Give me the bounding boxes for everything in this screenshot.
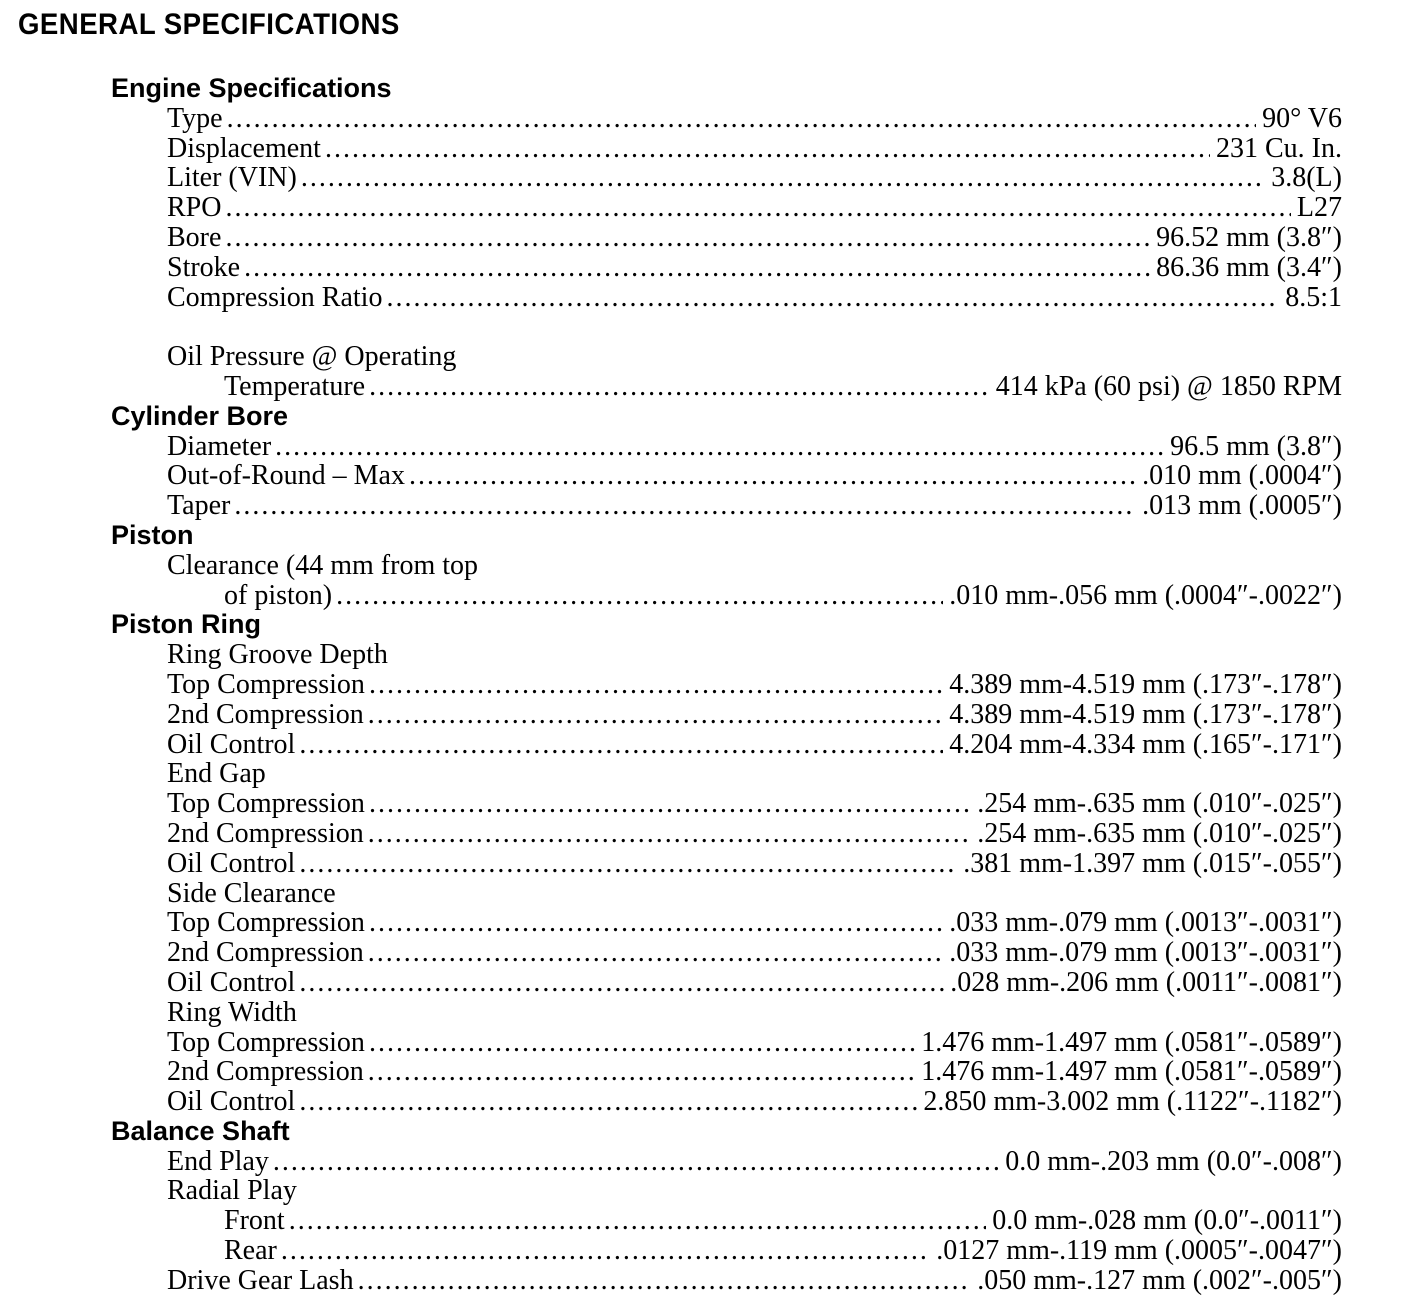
dot-leader: [368, 938, 943, 968]
spec-row-end-play: [0, 1147, 1408, 1177]
spec-value: 414 kPa (60 psi) @ 1850 RPM: [995, 370, 1342, 402]
spec-label: Top Compression: [167, 668, 365, 700]
spec-label-oil-pressure: Oil Pressure @ Operating: [167, 341, 457, 373]
page-title: GENERAL SPECIFICATIONS: [18, 8, 400, 41]
spec-row-width-oil: [0, 1087, 1408, 1117]
dot-leader: [244, 253, 1150, 283]
spec-label: 2nd Compression: [167, 817, 364, 849]
spec-value: 1.476 mm-1.497 mm (.0581″-.0589″): [921, 1026, 1342, 1058]
spec-row-width-top: [0, 1028, 1408, 1058]
spec-row-liter: [0, 163, 1408, 193]
spec-list: [0, 74, 1408, 1296]
spec-row-side-top: [0, 908, 1408, 938]
dot-leader: [227, 104, 1257, 134]
spec-row-displacement: [0, 134, 1408, 164]
spec-label: Displacement: [167, 132, 321, 164]
spec-row-side-oil: [0, 968, 1408, 998]
spec-value: 4.389 mm-4.519 mm (.173″-.178″): [949, 668, 1342, 700]
spec-row-taper: [0, 491, 1408, 521]
spec-row-clearance: [0, 581, 1408, 611]
spec-row-side-second: [0, 938, 1408, 968]
spec-label: End Play: [167, 1145, 269, 1177]
spec-label: Top Compression: [167, 907, 365, 939]
dot-leader: [299, 968, 944, 998]
spec-value: 0.0 mm-.028 mm (0.0″-.0011″): [992, 1205, 1342, 1237]
spec-value: .010 mm (.0004″): [1142, 460, 1342, 492]
spec-value: 4.389 mm-4.519 mm (.173″-.178″): [949, 698, 1342, 730]
spec-label: Liter (VIN): [167, 162, 297, 194]
dot-leader: [273, 1147, 999, 1177]
spec-row-stroke: [0, 253, 1408, 283]
dot-leader: [299, 1087, 917, 1117]
spec-label: Temperature: [224, 370, 366, 402]
dot-leader: [301, 163, 1265, 193]
dot-leader: [409, 461, 1136, 491]
dot-leader: [358, 1266, 972, 1296]
spec-row-type: [0, 104, 1408, 134]
dot-leader: [369, 789, 971, 819]
spec-value: .050 mm-.127 mm (.002″-.005″): [977, 1264, 1342, 1296]
spec-label: 2nd Compression: [167, 698, 364, 730]
dot-leader: [369, 372, 990, 402]
dot-leader: [369, 908, 943, 938]
spec-value: .013 mm (.0005″): [1142, 490, 1342, 522]
dot-leader: [368, 1057, 915, 1087]
spec-value: .028 mm-.206 mm (.0011″-.0081″): [950, 966, 1342, 998]
spec-row-drive-gear-lash: [0, 1266, 1408, 1296]
spec-value: 3.8(L): [1271, 162, 1342, 194]
spec-label: Out-of-Round – Max: [167, 460, 405, 492]
dot-leader: [368, 819, 971, 849]
spec-label: Bore: [167, 221, 222, 253]
spec-row-compression-ratio: [0, 283, 1408, 313]
spec-value: .254 mm-.635 mm (.010″-.025″): [977, 817, 1342, 849]
spec-value: .033 mm-.079 mm (.0013″-.0031″): [949, 907, 1342, 939]
spec-value: 2.850 mm-3.002 mm (.1122″-.1182″): [923, 1086, 1342, 1118]
subheading-side-clearance: Side Clearance: [167, 877, 336, 909]
spec-label-clearance: Clearance (44 mm from top: [167, 549, 479, 581]
spec-value: 96.52 mm (3.8″): [1156, 221, 1342, 253]
section-heading-piston-ring: Piston Ring: [111, 609, 261, 640]
spec-row-out-of-round: [0, 461, 1408, 491]
blank-spacer: [0, 312, 1408, 342]
subheading-end-gap: End Gap: [167, 758, 266, 790]
spec-label: Compression Ratio: [167, 281, 383, 313]
spec-value: 8.5:1: [1285, 281, 1342, 313]
subheading-ring-width: Ring Width: [167, 996, 297, 1028]
dot-leader: [299, 849, 957, 879]
dot-leader: [369, 670, 943, 700]
spec-label: Rear: [224, 1235, 277, 1267]
section-heading-piston: Piston: [111, 519, 194, 550]
spec-label: Type: [167, 102, 223, 134]
spec-value: .0127 mm-.119 mm (.0005″-.0047″): [936, 1235, 1342, 1267]
dot-leader: [225, 193, 1290, 223]
spec-row-width-second: [0, 1057, 1408, 1087]
spec-row-endgap-oil: [0, 849, 1408, 879]
spec-row-radial-front: [0, 1206, 1408, 1236]
section-heading-cylinder-bore: Cylinder Bore: [111, 400, 289, 431]
spec-label: Oil Control: [167, 1086, 296, 1118]
spec-label: Oil Control: [167, 966, 296, 998]
dot-leader: [369, 1028, 915, 1058]
subheading-ring-groove-depth: Ring Groove Depth: [167, 639, 388, 671]
spec-row-oil-pressure: [0, 372, 1408, 402]
spec-value: L27: [1296, 192, 1342, 224]
spec-value: 4.204 mm-4.334 mm (.165″-.171″): [949, 728, 1342, 760]
spec-label: Oil Control: [167, 728, 296, 760]
spec-label: Top Compression: [167, 788, 365, 820]
spec-label: Taper: [167, 490, 231, 522]
section-heading-balance-shaft: Balance Shaft: [111, 1115, 290, 1146]
spec-value: .254 mm-.635 mm (.010″-.025″): [977, 788, 1342, 820]
dot-leader: [325, 134, 1210, 164]
dot-leader: [275, 432, 1164, 462]
spec-label: 2nd Compression: [167, 937, 364, 969]
dot-leader: [368, 700, 943, 730]
dot-leader: [336, 581, 943, 611]
subheading-radial-play: Radial Play: [167, 1175, 297, 1207]
spec-value: 1.476 mm-1.497 mm (.0581″-.0589″): [921, 1056, 1342, 1088]
spec-label: 2nd Compression: [167, 1056, 364, 1088]
dot-leader: [289, 1206, 987, 1236]
spec-value: .033 mm-.079 mm (.0013″-.0031″): [949, 937, 1342, 969]
spec-label: Diameter: [167, 430, 272, 462]
spec-label: Front: [224, 1205, 285, 1237]
spec-label: Oil Control: [167, 847, 296, 879]
spec-row-endgap-top: [0, 789, 1408, 819]
spec-row-bore: [0, 223, 1408, 253]
spec-value: 86.36 mm (3.4″): [1156, 251, 1342, 283]
dot-leader: [386, 283, 1279, 313]
spec-row-radial-rear: [0, 1236, 1408, 1266]
dot-leader: [299, 730, 943, 760]
dot-leader: [281, 1236, 930, 1266]
spec-label: Stroke: [167, 251, 241, 283]
spec-value: 96.5 mm (3.8″): [1170, 430, 1342, 462]
spec-value: 90° V6: [1262, 102, 1342, 134]
spec-label: Top Compression: [167, 1026, 365, 1058]
spec-value: 231 Cu. In.: [1216, 132, 1342, 164]
spec-value: .381 mm-1.397 mm (.015″-.055″): [963, 847, 1342, 879]
section-heading-engine: Engine Specifications: [111, 73, 392, 103]
spec-row-groove-oil: [0, 730, 1408, 760]
spec-value: 0.0 mm-.203 mm (0.0″-.008″): [1005, 1145, 1342, 1177]
spec-value: .010 mm-.056 mm (.0004″-.0022″): [949, 579, 1342, 611]
spec-label: RPO: [167, 192, 222, 224]
spec-row-groove-top: [0, 670, 1408, 700]
spec-row-diameter: [0, 432, 1408, 462]
spec-row-endgap-second: [0, 819, 1408, 849]
dot-leader: [225, 223, 1150, 253]
spec-row-groove-second: [0, 700, 1408, 730]
dot-leader: [234, 491, 1136, 521]
spec-label: of piston): [224, 579, 333, 611]
spec-label: Drive Gear Lash: [167, 1264, 354, 1296]
spec-row-rpo: [0, 193, 1408, 223]
